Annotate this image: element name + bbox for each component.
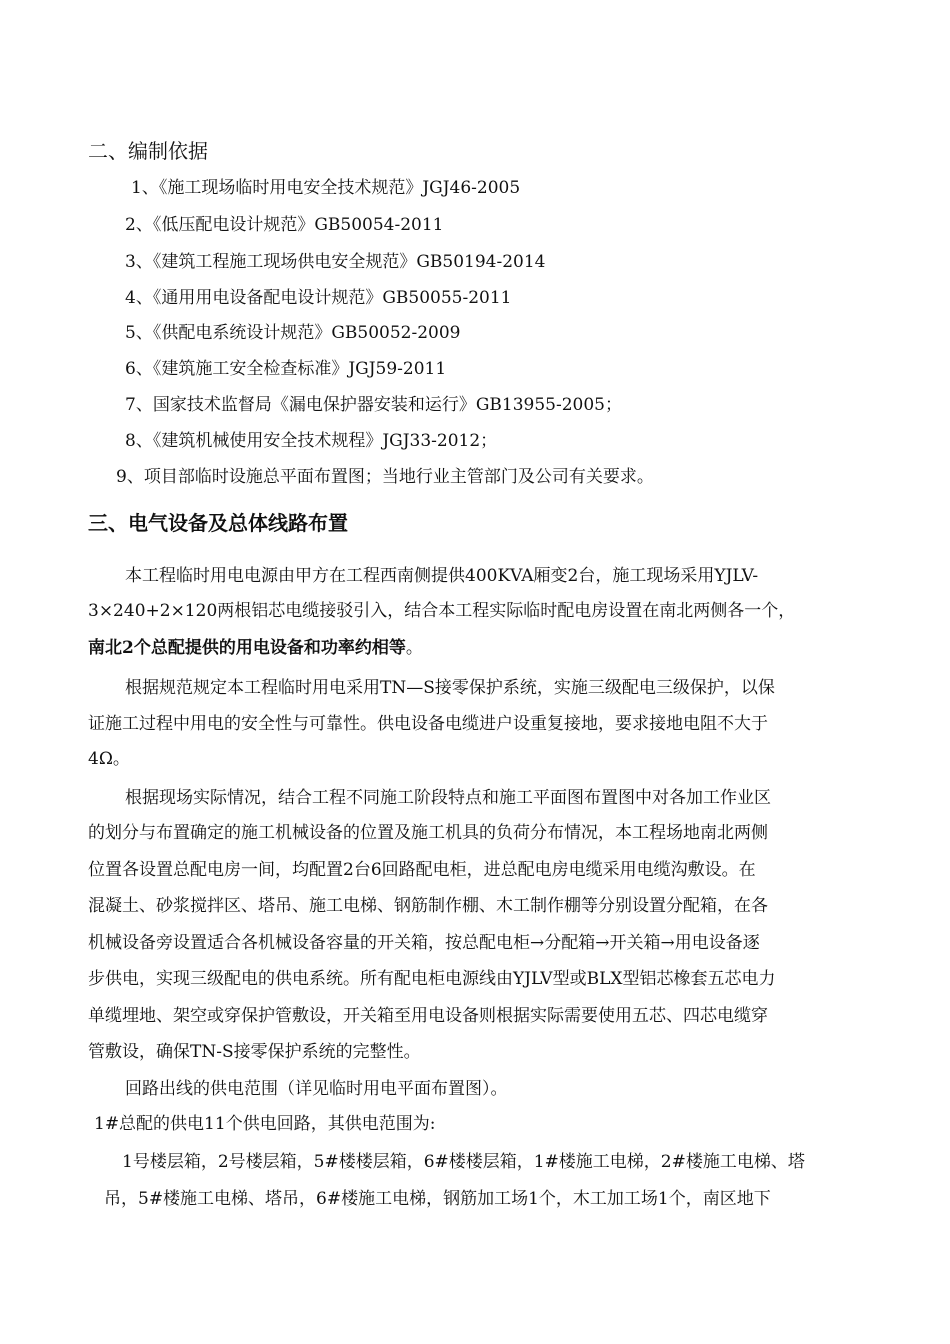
section2-heading: 二、编制依据 [88,139,208,163]
paragraph-3-line-3: 位置各设置总配电房一间，均配置2台6回路配电柜，进总配电房电缆采用电缆沟敷设。在 [88,860,756,880]
paragraph-1-line-1: 本工程临时用电电源由甲方在工程西南侧提供400KVA厢变2台，施工现场采用YJLV- [125,566,759,586]
paragraph-3-line-2: 的划分与布置确定的施工机械设备的位置及施工机具的负荷分布情况，本工程场地南北两侧 [88,823,768,843]
reference-item-9: 9、项目部临时设施总平面布置图；当地行业主管部门及公司有关要求。 [116,467,654,487]
paragraph-3-line-1: 根据现场实际情况，结合工程不同施工阶段特点和施工平面图布置图中对各加工作业区 [125,788,771,808]
paragraph-6-line-2: 吊，5#楼施工电梯、塔吊，6#楼施工电梯，钢筋加工场1个，木工加工场1个，南区地下 [104,1189,771,1209]
reference-item-2: 2、《低压配电设计规范》GB50054-2011 [125,215,444,235]
reference-item-5: 5、《供配电系统设计规范》GB50052-2009 [125,323,461,343]
emphasis-text: 南北2个总配提供的用电设备和功率约相等 [88,638,406,658]
paragraph-4: 回路出线的供电范围（详见临时用电平面布置图）。 [125,1079,508,1099]
paragraph-5: 1#总配的供电11个供电回路，其供电范围为: [94,1114,436,1134]
paragraph-3-line-4: 混凝土、砂浆搅拌区、塔吊、施工电梯、钢筋制作棚、木工制作棚等分别设置分配箱，在各 [88,896,768,916]
paragraph-1-line-3 [88,636,423,660]
paragraph-3-line-5: 机械设备旁设置适合各机械设备容量的开关箱，按总配电柜→分配箱→开关箱→用电设备逐 [88,933,760,953]
reference-item-1: 1、《施工现场临时用电安全技术规范》JGJ46-2005 [131,178,521,198]
paragraph-3-line-6: 步供电，实现三级配电的供电系统。所有配电柜电源线由YJLV型或BLX型铝芯橡套五芯电力 [88,969,776,989]
reference-item-3: 3、《建筑工程施工现场供电安全规范》GB50194-2014 [125,252,546,272]
reference-item-6: 6、《建筑施工安全检查标准》JGJ59-2011 [125,359,447,379]
paragraph-2-line-3: 4Ω。 [88,749,130,769]
paragraph-2-line-1: 根据规范规定本工程临时用电采用TN—S接零保护系统，实施三级配电三级保护，以保 [125,678,775,698]
reference-item-8: 8、《建筑机械使用安全技术规程》JGJ33-2012； [125,431,498,451]
paragraph-3-line-8: 管敷设，确保TN-S接零保护系统的完整性。 [88,1042,421,1062]
paragraph-6-line-1: 1号楼层箱，2号楼层箱，5#楼楼层箱，6#楼楼层箱，1#楼施工电梯，2#楼施工电梯、塔 [122,1152,805,1172]
sentence-end: 。 [405,638,423,658]
paragraph-3-line-7: 单缆埋地、架空或穿保护管敷设，开关箱至用电设备则根据实际需要使用五芯、四芯电缆穿 [88,1006,768,1026]
paragraph-1-line-2: 3×240+2×120两根铝芯电缆接驳引入，结合本工程实际临时配电房设置在南北两侧各一个， [88,601,796,621]
section3-heading: 三、电气设备及总体线路布置 [88,511,348,535]
reference-item-4: 4、《通用用电设备配电设计规范》GB50055-2011 [125,288,512,308]
paragraph-2-line-2: 证施工过程中用电的安全性与可靠性。供电设备电缆进户设重复接地，要求接地电阻不大于 [88,714,768,734]
reference-item-7: 7、国家技术监督局《漏电保护器安装和运行》GB13955-2005； [125,395,622,415]
